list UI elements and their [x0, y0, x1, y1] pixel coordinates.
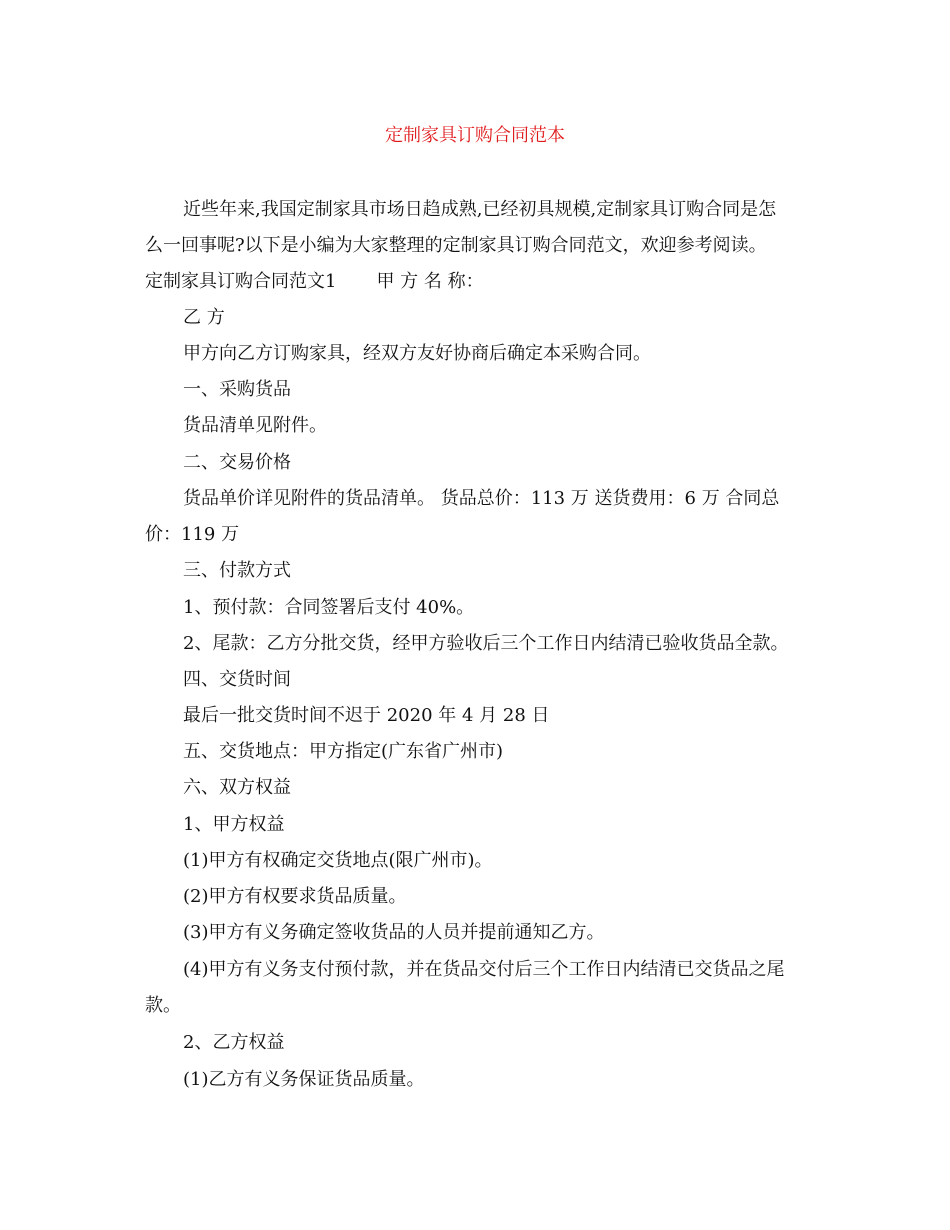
party-a-label: 甲 方 名 称：	[376, 271, 484, 292]
intro-line-2: 么一回事呢?以下是小编为大家整理的定制家具订购合同范文，欢迎参考阅读。	[145, 235, 767, 256]
section-4-heading: 四、交货时间	[183, 669, 291, 690]
sample-heading: 定制家具订购合同范文1	[145, 271, 337, 292]
party-a-right-3: (3)甲方有义务确定签收货品的人员并提前通知乙方。	[183, 922, 605, 943]
document-title: 定制家具订购合同范本	[385, 125, 565, 146]
sample-heading-row	[145, 270, 484, 294]
opening-paragraph: 甲方向乙方订购家具，经双方友好协商后确定本采购合同。	[183, 343, 651, 364]
party-b-rights-heading: 2、乙方权益	[183, 1032, 285, 1053]
party-a-right-4-line-1: (4)甲方有义务支付预付款，并在货品交付后三个工作日内结清已交货品之尾	[183, 959, 785, 980]
section-3-item-2: 2、尾款：乙方分批交货，经甲方验收后三个工作日内结清已验收货品全款。	[183, 633, 789, 654]
party-a-right-1: (1)甲方有权确定交货地点(限广州市)。	[183, 850, 493, 871]
section-2-line-1: 货品单价详见附件的货品清单。 货品总价：113 万 送货费用：6 万 合同总	[183, 488, 780, 509]
party-b-right-1: (1)乙方有义务保证货品质量。	[183, 1069, 425, 1090]
section-6-heading: 六、双方权益	[183, 777, 291, 798]
party-a-right-2: (2)甲方有权要求货品质量。	[183, 886, 407, 907]
section-3-item-1: 1、预付款：合同签署后支付 40%。	[183, 597, 475, 618]
section-2-heading: 二、交易价格	[183, 452, 291, 473]
section-5-heading: 五、交货地点：甲方指定(广东省广州市)	[183, 741, 504, 762]
section-2-line-2: 价：119 万	[145, 524, 240, 545]
section-4-body: 最后一批交货时间不迟于 2020 年 4 月 28 日	[183, 705, 550, 726]
party-a-right-4-line-2: 款。	[145, 995, 181, 1016]
party-a-rights-heading: 1、甲方权益	[183, 814, 285, 835]
intro-line-1: 近些年来,我国定制家具市场日趋成熟,已经初具规模,定制家具订购合同是怎	[183, 199, 777, 220]
party-b-label: 乙 方	[183, 307, 225, 328]
section-1-heading: 一、采购货品	[183, 379, 291, 400]
section-3-heading: 三、付款方式	[183, 560, 291, 581]
section-1-body: 货品清单见附件。	[183, 415, 327, 436]
